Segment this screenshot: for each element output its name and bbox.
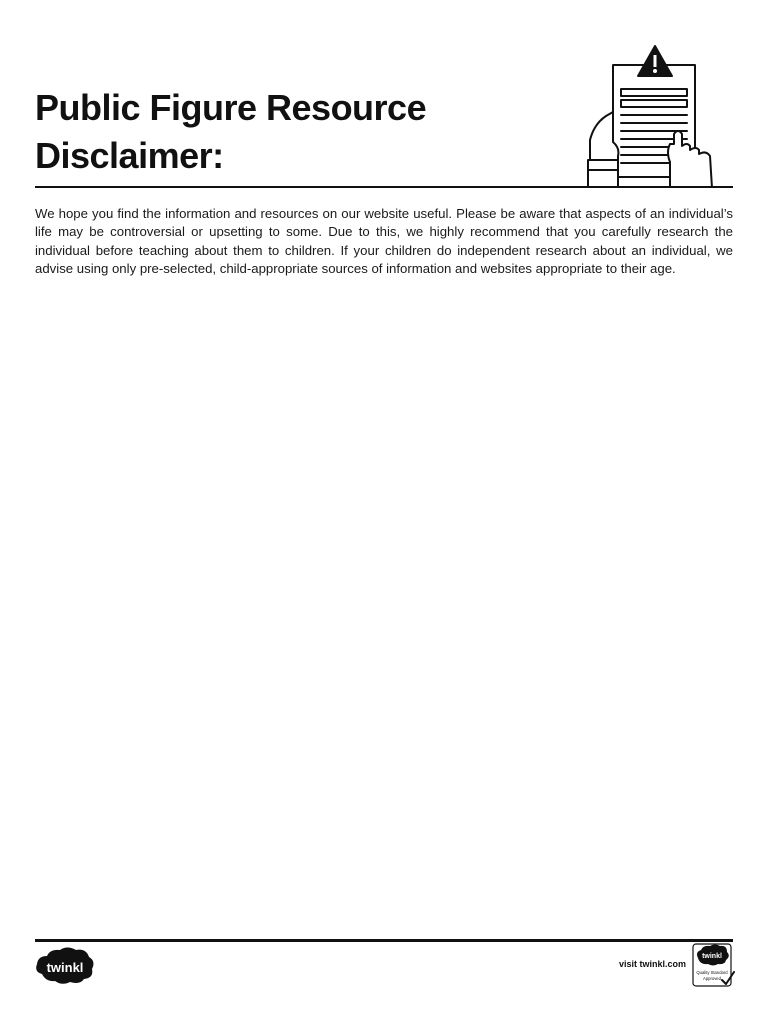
header-divider [35,186,733,188]
quality-badge-icon [691,942,735,988]
visit-link[interactable]: visit twinkl.com [618,959,686,969]
badge-line1: Quality Standard [696,970,728,975]
warning-document-icon [584,42,718,188]
twinkl-logo[interactable] [34,944,96,986]
badge-brand-text: twinkl [702,953,722,960]
disclaimer-paragraph: We hope you find the information and resources on our website useful. Please be aware that aspects of an individual’s life may be controversial or upsetting to some. Due to this, we highly recommend that you carefully research the individual before teaching about them to children. If your children do independent research about an individual, we advise using only pre-selected, child-appropriate sources of information and websites appropriate to their age. [35,206,733,277]
page-title: Public Figure Resource Disclaimer: [35,87,427,176]
footer-divider [35,939,733,942]
badge-line2: Approved [703,976,721,981]
logo-text: twinkl [46,960,84,975]
